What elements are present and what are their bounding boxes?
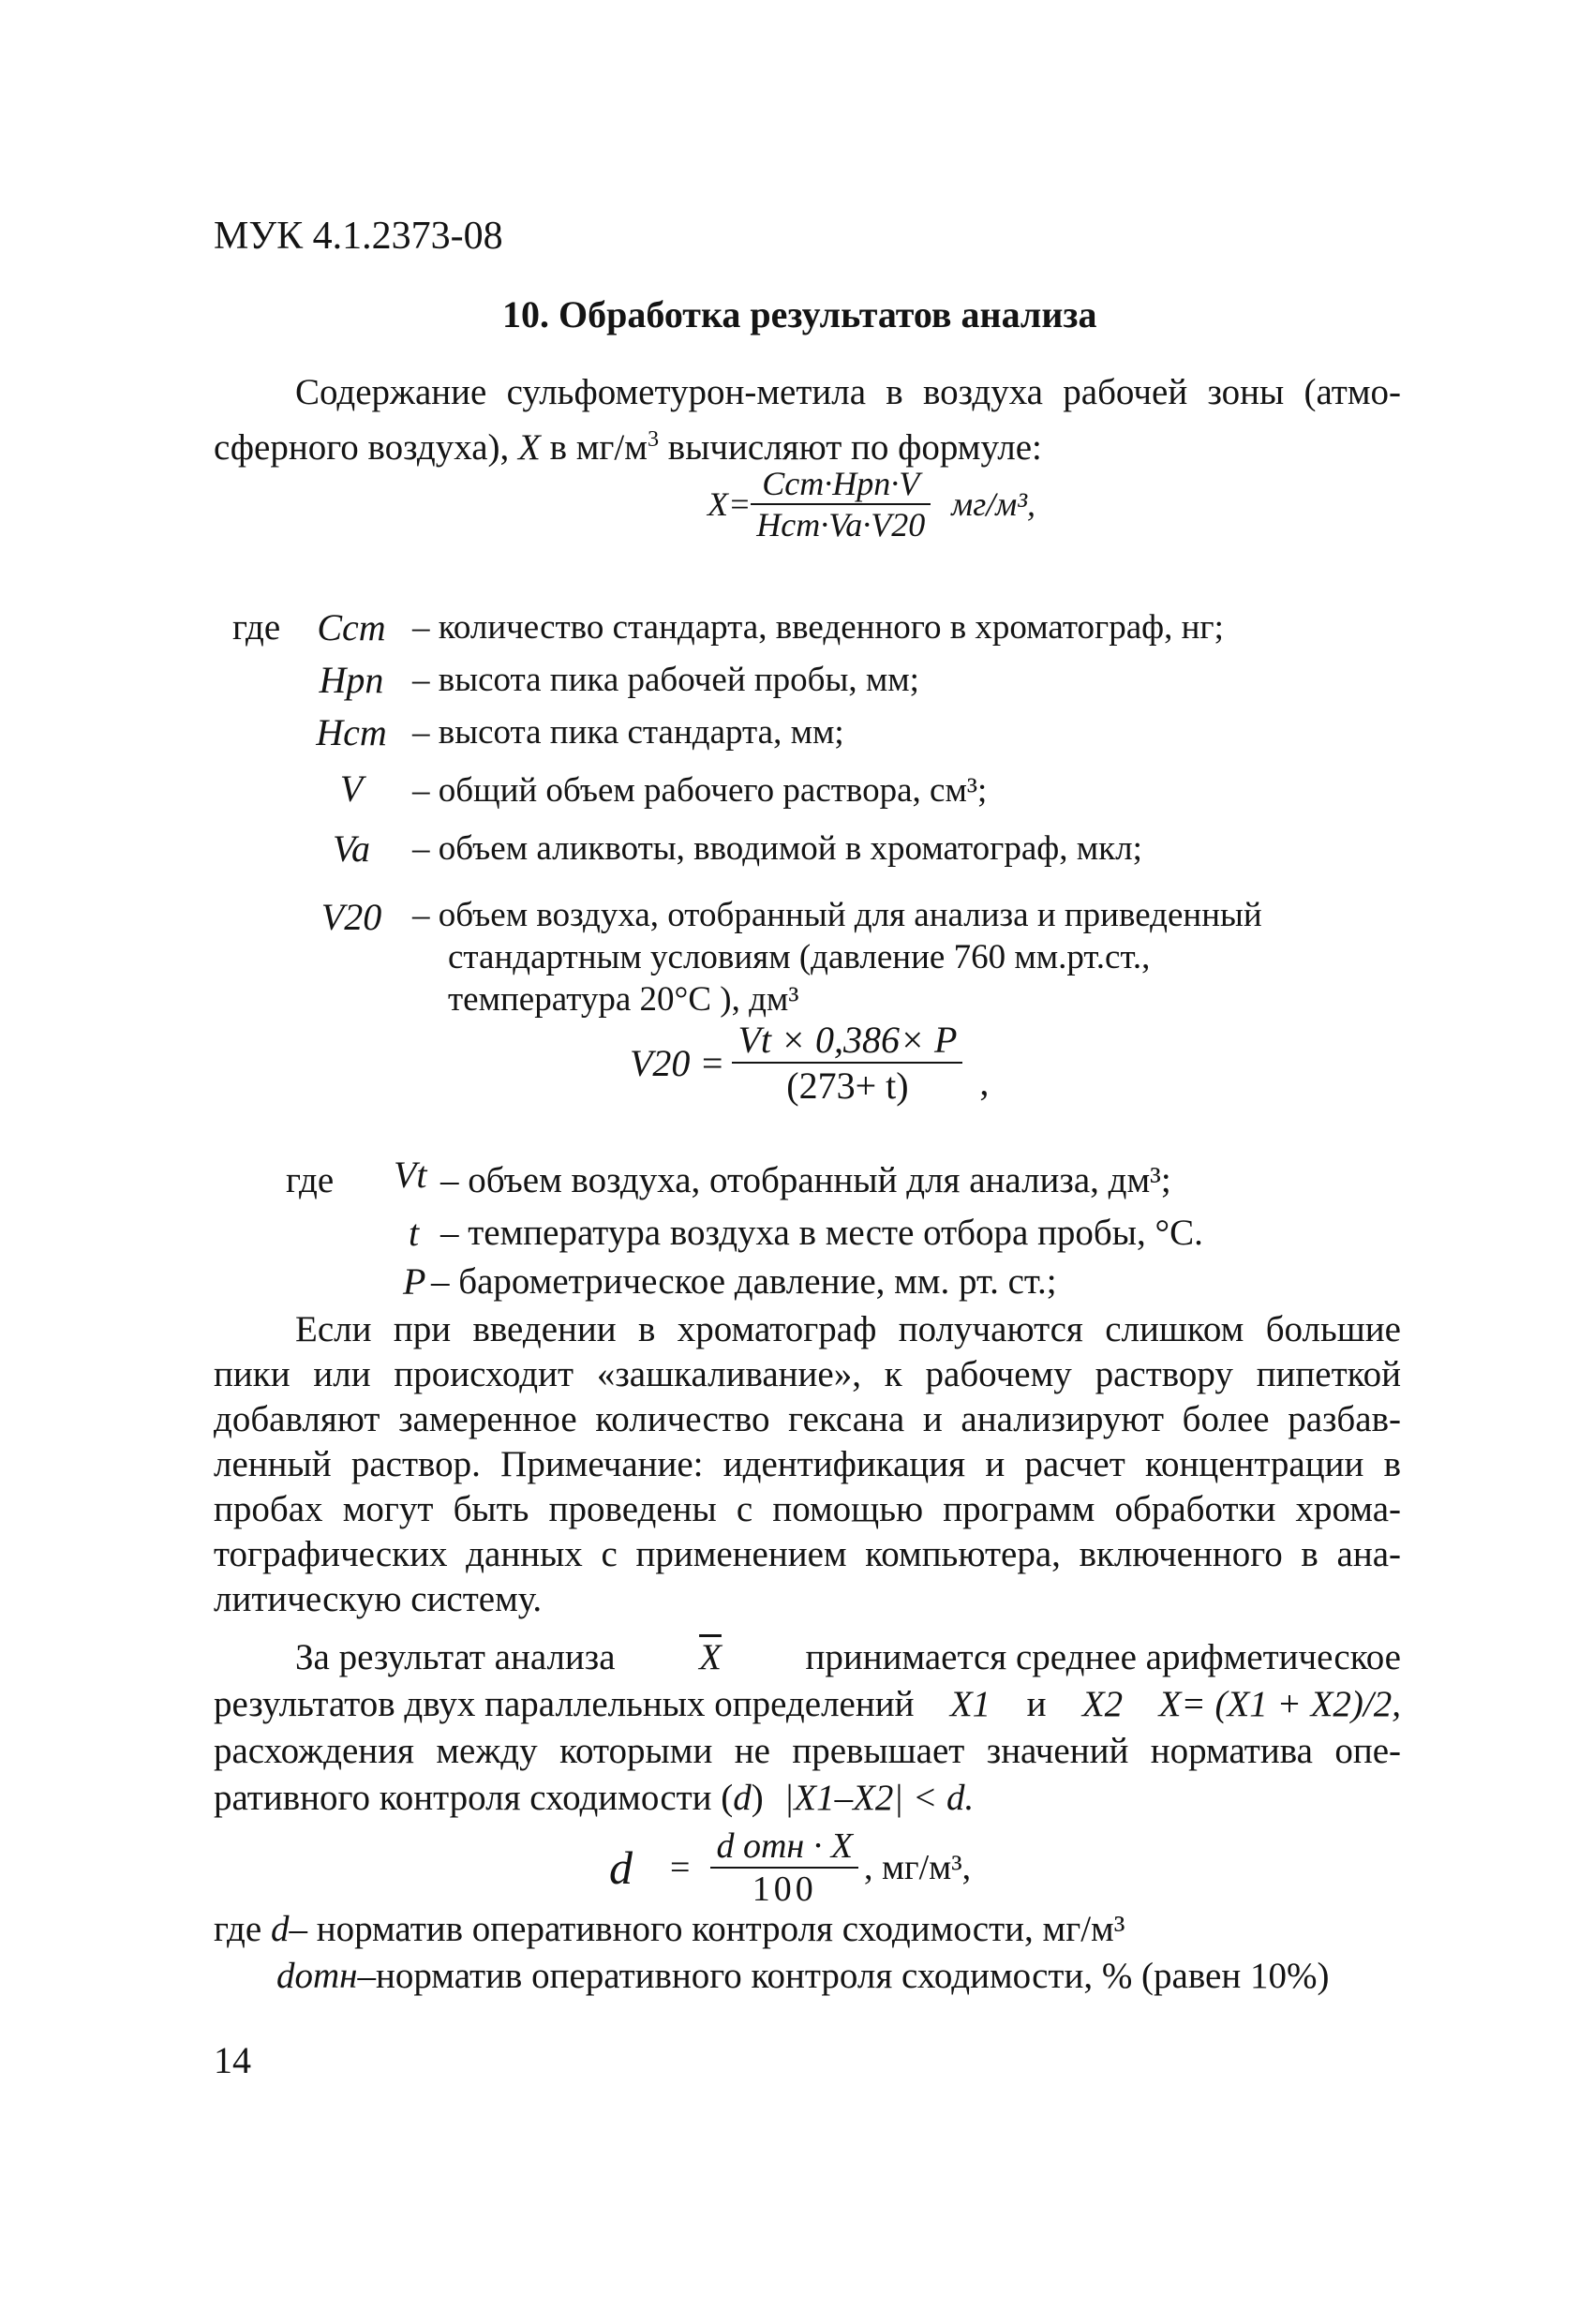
definition-c-st: – количество стандарта, введенного в хроматограф, нг; xyxy=(412,608,1224,647)
footer-def-d-otn: –норматив оперативного контроля сходимости, % (равен 10%) xyxy=(357,1956,1330,1996)
footer-symbol-d-otn: dотн xyxy=(276,1956,358,1996)
formula-d xyxy=(609,1825,971,1910)
page-number: 14 xyxy=(214,2039,251,2081)
footer-symbol-d: d xyxy=(270,1909,290,1949)
symbol-p: P xyxy=(403,1260,426,1303)
definition-v: – общий объем рабочего раствора, см³; xyxy=(412,771,988,810)
para2-text-c: результатов двух параллельных определений xyxy=(214,1684,915,1724)
formula-x-fraction xyxy=(751,464,931,544)
variable-x2: X2 xyxy=(1081,1684,1124,1724)
para2-text-e: ) xyxy=(751,1778,764,1818)
definition-h-rp: – высота пика рабочей пробы, мм; xyxy=(412,661,919,699)
formula-v20-numerator: Vt × 0,386× P xyxy=(737,1019,958,1061)
intro-text-a: сферного воздуха), xyxy=(214,427,510,468)
formula-d-unit: , мг/м³, xyxy=(863,1848,972,1887)
para2-line-2 xyxy=(214,1682,1401,1727)
where-label-1: где xyxy=(232,607,281,648)
footer-def-d: – норматив оперативного контроля сходимости, мг/м³ xyxy=(289,1909,1125,1949)
formula-v20-fraction xyxy=(732,1018,962,1108)
definition-v20: – объем воздуха, отобранный для анализа и приведенный xyxy=(412,896,1262,934)
variable-x-mean: $\overline{X}$ xyxy=(699,1637,722,1677)
formula-v20-comma: , xyxy=(979,1060,990,1103)
para2-line-1 xyxy=(295,1635,1401,1680)
variable-x: X xyxy=(518,427,541,468)
symbol-t: t xyxy=(409,1212,420,1254)
formula-v20-denominator: (273+ t) xyxy=(786,1065,909,1107)
formula-v20-lhs: V20 = xyxy=(630,1041,725,1084)
para2-text-a: За результат анализа xyxy=(295,1637,616,1677)
symbol-c-st: Cст xyxy=(317,606,386,648)
para1-line-7: литическую систему. xyxy=(214,1579,543,1619)
symbol-h-rp: Hpп xyxy=(319,659,384,701)
convergence-condition: |X1–X2| < d. xyxy=(783,1778,975,1818)
formula-x-denominator: Hст·Va·V20 xyxy=(756,506,926,544)
variable-x1: X1 xyxy=(949,1684,991,1724)
para1-line-1: Если при введении в хроматограф получаются слишком большие xyxy=(295,1309,1401,1349)
footer-def-line-2 xyxy=(276,1954,1329,1999)
variable-d: d xyxy=(733,1778,752,1818)
para1-line-4: ленный раствор. Примечание: идентификация и расчет концентрации в xyxy=(214,1444,1401,1484)
para2-line-3: расхождения между которыми не превышает значений норматива опе- xyxy=(214,1731,1401,1771)
formula-v20 xyxy=(630,1018,989,1108)
footer-where: где xyxy=(214,1909,262,1949)
mean-formula: X= (X1 + X2)/2, xyxy=(1158,1684,1401,1724)
intro-text-c: вычисляют по формуле: xyxy=(659,427,1042,468)
formula-x xyxy=(708,464,1035,544)
definition-v20-cont-2: температура 20°С ), дм³ xyxy=(448,980,799,1019)
formula-x-numerator: Cст·Hpп·V xyxy=(762,465,920,502)
para1-line-5: пробах могут быть проведены с помощью программ обработки хрома- xyxy=(214,1489,1401,1529)
definition-t: – температура воздуха в месте отбора пробы, °С. xyxy=(440,1213,1203,1253)
para1-line-3: добавляют замеренное количество гексана и анализируют более разбав- xyxy=(214,1399,1401,1439)
formula-d-fraction xyxy=(710,1825,858,1910)
symbol-v-a: Va xyxy=(333,827,370,870)
definition-p: – барометрическое давление, мм. рт. ст.; xyxy=(431,1261,1057,1302)
formula-d-lhs: d xyxy=(609,1841,633,1894)
definition-v-a: – объем аликвоты, вводимой в хроматограф, мкл; xyxy=(412,829,1142,868)
intro-text-b: в мг/м xyxy=(549,427,648,468)
para1-line-6: тографических данных с применением компьютера, включенного в ана- xyxy=(214,1534,1401,1574)
para2-and: и xyxy=(1026,1684,1047,1724)
para1-line-2: пики или происходит «зашкаливание», к рабочему раствору пипеткой xyxy=(214,1354,1401,1394)
formula-d-denominator: 100 xyxy=(752,1870,817,1909)
para2-text-d: ративного контроля сходимости ( xyxy=(214,1778,734,1818)
formula-d-numerator: d отн · X xyxy=(716,1826,853,1866)
where-label-2: где xyxy=(286,1160,335,1200)
formula-x-lhs: X= xyxy=(708,485,752,523)
intro-line-1: Содержание сульфометурон-метила в воздуха рабочей зоны (атмо- xyxy=(295,372,1401,412)
symbol-v: V xyxy=(339,767,364,810)
definition-v20-cont-1: стандартным условиям (давление 760 мм.рт.ст., xyxy=(448,938,1151,976)
document-code: МУК 4.1.2373-08 xyxy=(214,215,503,258)
definition-v-t: – объем воздуха, отобранный для анализа, дм³; xyxy=(440,1160,1171,1200)
footer-def-line-1 xyxy=(214,1907,1125,1952)
symbol-h-st: Hст xyxy=(316,711,387,753)
para2-text-b: принимается среднее арифметическое xyxy=(805,1637,1401,1677)
definition-h-st: – высота пика стандарта, мм; xyxy=(412,713,844,752)
symbol-v-t: Vt xyxy=(394,1154,427,1196)
unit-superscript: 3 xyxy=(647,426,660,452)
formula-x-unit: мг/м³, xyxy=(951,485,1036,523)
formula-d-eq: = xyxy=(670,1848,691,1887)
intro-line-2 xyxy=(214,417,1042,470)
section-title: 10. Обработка результатов анализа xyxy=(502,293,1097,335)
para2-line-4 xyxy=(214,1776,974,1821)
symbol-v20: V20 xyxy=(320,896,382,938)
